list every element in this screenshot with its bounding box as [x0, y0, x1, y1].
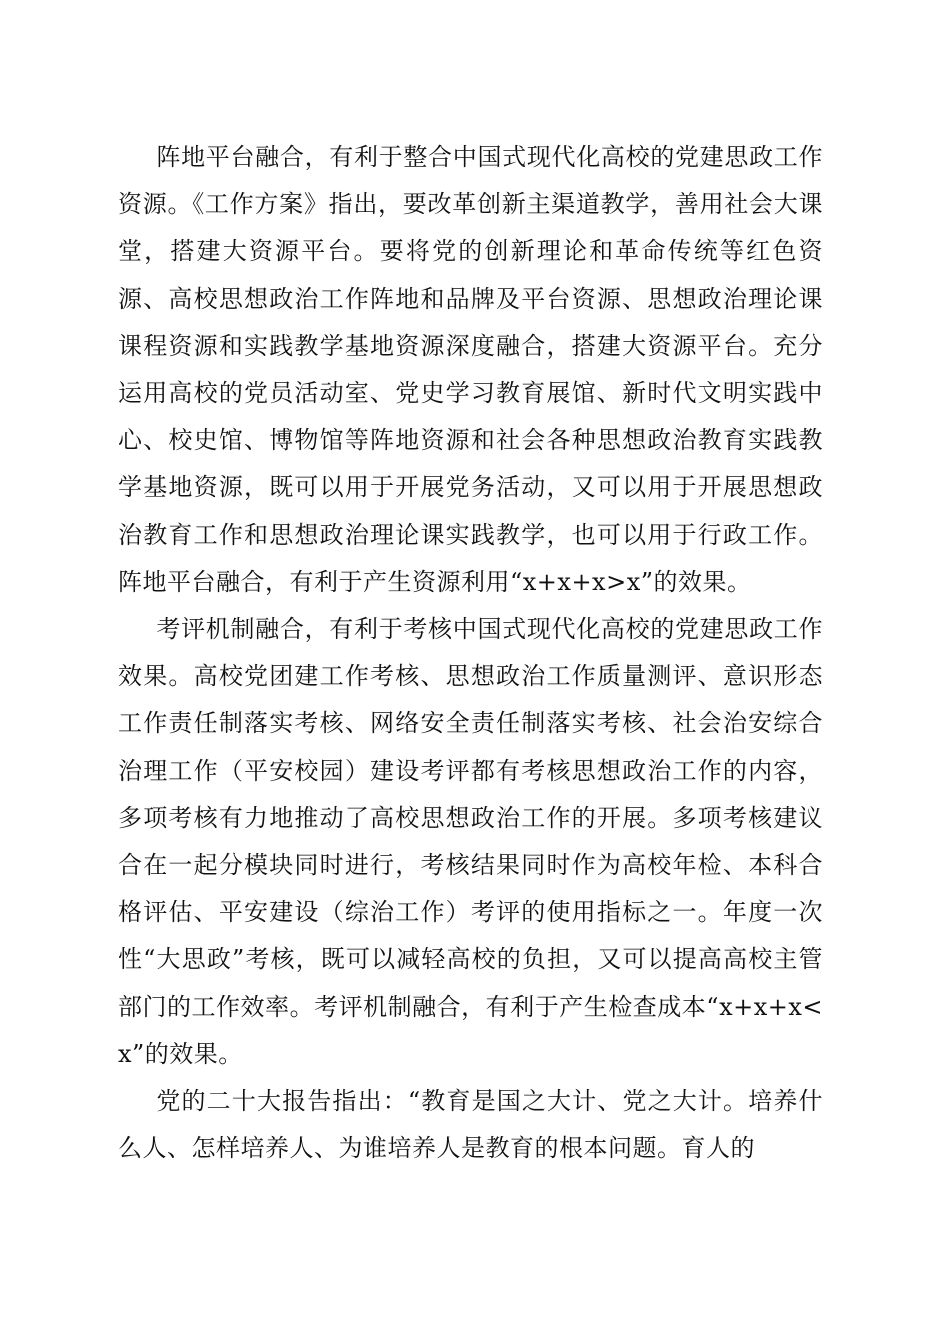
- paragraph-evaluation-integration: 考评机制融合，有利于考核中国式现代化高校的党建思政工作效果。高校党团建工作考核、思想政治工作质量测评、意识形态工作责任制落实考核、网络安全责任制落实考核、社会治安综合治理工作（平安校园）建设考评都有考核思想政治工作的内容，多项考核有力地推动了高校思想政治工作的开展。多项考核建议合在一起分模块同时进行，考核结果同时作为高校年检、本科合格评估、平安建设（综治工作）考评的使用指标之一。年度一次性“大思政”考核，既可以减轻高校的负担，又可以提高高校主管部门的工作效率。考评机制融合，有利于产生检查成本“x+x+x<x”的效果。: [118, 615, 823, 1068]
- paragraph-report-quote: 党的二十大报告指出：“教育是国之大计、党之大计。培养什么人、怎样培养人、为谁培养人是教育的根本问题。育人的: [118, 1087, 823, 1163]
- body-text: [118, 134, 823, 1172]
- paragraph-platform-integration: 阵地平台融合，有利于整合中国式现代化高校的党建思政工作资源。《工作方案》指出，要改革创新主渠道教学，善用社会大课堂，搭建大资源平台。要将党的创新理论和革命传统等红色资源、高校思想政治工作阵地和品牌及平台资源、思想政治理论课课程资源和实践教学基地资源深度融合，搭建大资源平台。充分运用高校的党员活动室、党史学习教育展馆、新时代文明实践中心、校史馆、博物馆等阵地资源和社会各种思想政治教育实践教学基地资源，既可以用于开展党务活动，又可以用于开展思想政治教育工作和思想政治理论课实践教学，也可以用于行政工作。阵地平台融合，有利于产生资源利用“x+x+x>x”的效果。: [118, 143, 823, 596]
